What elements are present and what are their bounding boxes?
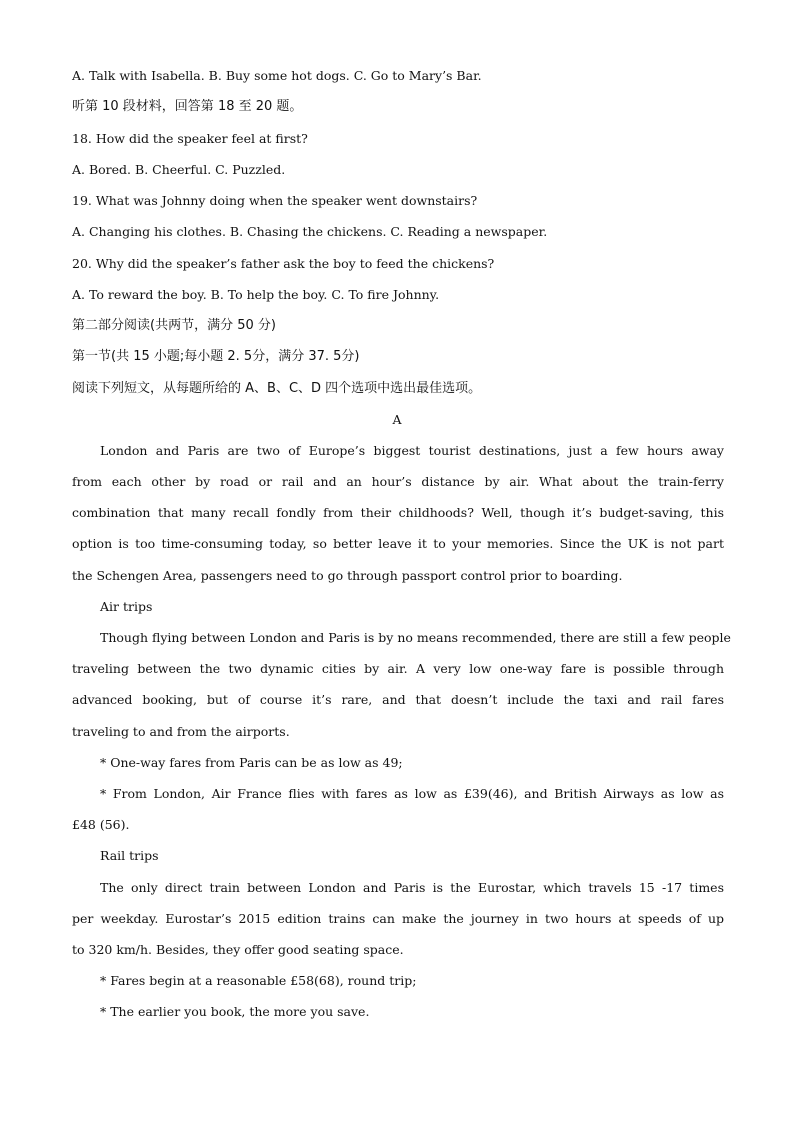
section-instruction-text10: 听第 10 段材料，回答第 18 至 20 题。 bbox=[72, 99, 303, 114]
passage-line: advanced booking, but of course it’s rare, and that doesn’t include the taxi and rail fares bbox=[72, 692, 724, 707]
passage-line: the Schengen Area, passengers need to go through passport control prior to boarding. bbox=[72, 568, 623, 583]
passage-line: traveling to and from the airports. bbox=[72, 724, 290, 739]
bullet-item: * The earlier you book, the more you save. bbox=[100, 1004, 370, 1019]
subheading-rail-trips: Rail trips bbox=[100, 848, 159, 863]
passage-line: The only direct train between London and Paris is the Eurostar, which travels 15 -17 times bbox=[100, 880, 724, 895]
q20-options: A. To reward the boy. B. To help the boy. C. To fire Johnny. bbox=[72, 287, 440, 302]
subheading-air-trips: Air trips bbox=[100, 599, 153, 614]
q19-question: 19. What was Johnny doing when the speaker went downstairs? bbox=[72, 193, 478, 208]
passage-line: from each other by road or rail and an hour’s distance by air. What about the train-ferry bbox=[72, 474, 724, 489]
part-two-heading: 第二部分阅读(共两节，满分 50 分) bbox=[72, 318, 276, 333]
section-one-heading: 第一节(共 15 小题;每小题 2. 5分，满分 37. 5分) bbox=[72, 349, 360, 364]
passage-line: Though flying between London and Paris is by no means recommended, there are still a few people bbox=[100, 630, 731, 645]
q20-question: 20. Why did the speaker’s father ask the boy to feed the chickens? bbox=[72, 256, 495, 271]
q18-options: A. Bored. B. Cheerful. C. Puzzled. bbox=[72, 162, 286, 177]
passage-line: per weekday. Eurostar’s 2015 edition trains can make the journey in two hours at speeds of up bbox=[72, 911, 724, 926]
bullet-item-continued: £48 (56). bbox=[72, 817, 130, 832]
q18-question: 18. How did the speaker feel at first? bbox=[72, 131, 308, 146]
q19-options: A. Changing his clothes. B. Chasing the chickens. C. Reading a newspaper. bbox=[72, 224, 548, 239]
passage-line: to 320 km/h. Besides, they offer good seating space. bbox=[72, 942, 404, 957]
reading-instruction: 阅读下列短文，从每题所给的 A、B、C、D 四个选项中选出最佳选项。 bbox=[72, 381, 482, 396]
q17-options: A. Talk with Isabella. B. Buy some hot dogs. C. Go to Mary’s Bar. bbox=[72, 68, 482, 83]
passage-line: option is too time-consuming today, so better leave it to your memories. Since the UK is not part bbox=[72, 536, 724, 551]
bullet-item: * From London, Air France flies with fares as low as £39(46), and British Airways as low as bbox=[100, 786, 724, 801]
bullet-item: * One-way fares from Paris can be as low as 49; bbox=[100, 755, 403, 770]
passage-line: traveling between the two dynamic cities by air. A very low one-way fare is possible through bbox=[72, 661, 724, 676]
bullet-item: * Fares begin at a reasonable £58(68), round trip; bbox=[100, 973, 417, 988]
passage-line: London and Paris are two of Europe’s biggest tourist destinations, just a few hours away bbox=[100, 443, 724, 458]
passage-line: combination that many recall fondly from their childhoods? Well, though it’s budget-saving, this bbox=[72, 505, 724, 520]
passage-label-a: A bbox=[392, 412, 402, 427]
